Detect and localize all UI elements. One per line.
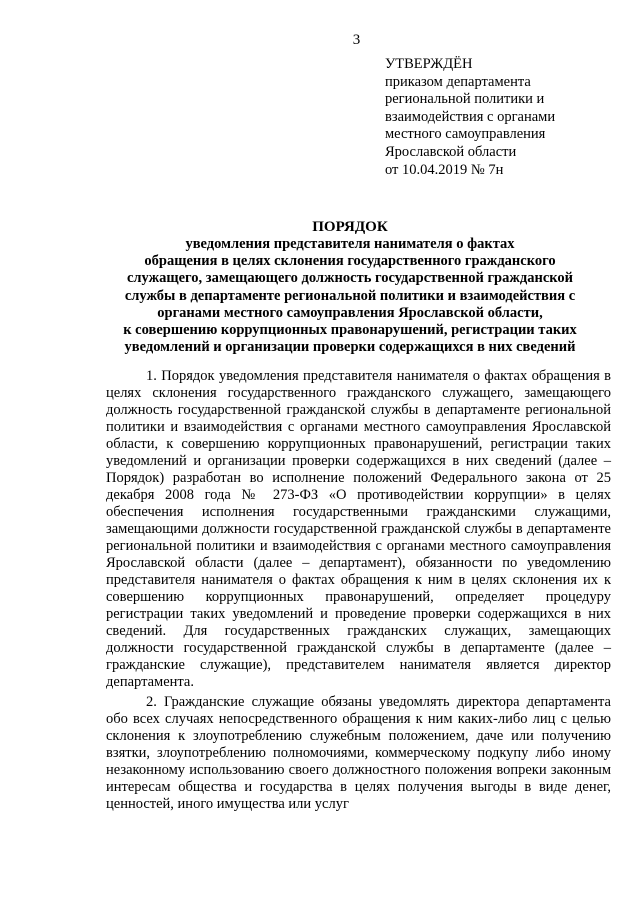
paragraph-2: 2. Гражданские служащие обязаны уведомлять директора департамента обо всех случаях непосредственного обращения к ним каких-либо лиц с целью склонения к злоупотреблению служебным положением, даче или получению взятки, злоупотреблению полномочиями, коммерческому подкупу либо иному незаконному использованию своего должностного положения вопреки законным интересам общества и государства в целях получения выгоды в виде денег, ценностей, иного имущества или услуг <box>106 694 611 812</box>
subtitle-line: обращения в целях склонения государственного гражданского <box>144 253 556 270</box>
subtitle-line: служащего, замещающего должность государственной гражданской <box>126 270 574 287</box>
document-title-block <box>90 218 610 356</box>
approval-stamp <box>385 56 625 179</box>
subtitle-line: уведомления представителя нанимателя о фактах <box>185 236 515 252</box>
paragraph-1: 1. Порядок уведомления представителя нанимателя о фактах обращения в целях склонения государственного гражданского служащего, замещающего должность государственной гражданской службы в департаменте региональной политики и взаимодействия с органами местного самоуправления Ярославской области, к совершению коррупционных правонарушений, регистрации таких уведомлений и организации проверки содержащихся в них сведений (далее – Порядок) разработан во исполнение положений Федерального закона от 25 декабря 2008 года № 273-ФЗ «О противодействии коррупции» в целях обеспечения исполнения государственными гражданскими служащими, замещающими должности государственной гражданской службы в департаменте региональной политики и взаимодействия с органами местного самоуправления Ярославской области (далее – департамент), обязанности по уведомлению представителя нанимателя о фактах обращения к ним в целях склонения их к совершению коррупционных правонарушений, определяет процедуру регистрации таких уведомлений и проведение проверки содержащихся в них сведений. Для государственных гражданских служащих, замещающих должности государственной гражданской службы в департаменте (далее – гражданские служащие), представителем нанимателя является директор департамента. <box>106 368 611 690</box>
approval-line: Ярославской области <box>385 143 517 160</box>
subtitle-line: к совершению коррупционных правонарушений, регистрации таких <box>123 322 577 339</box>
document-title: ПОРЯДОК <box>312 219 388 235</box>
approval-date-line: от 10.04.2019 № 7н <box>385 161 504 178</box>
page-number: 3 <box>352 32 361 48</box>
subtitle-line: службы в департаменте региональной политики и взаимодействия с <box>124 287 576 304</box>
subtitle-line: органами местного самоуправления Ярославской области, <box>157 304 543 321</box>
approval-line: приказом департамента <box>385 73 531 90</box>
document-body <box>106 368 611 813</box>
approval-line: местного самоуправления <box>385 126 546 143</box>
subtitle-line: уведомлений и организации проверки содержащихся в них сведений <box>124 339 576 356</box>
approval-heading: УТВЕРЖДЁН <box>385 56 473 72</box>
approval-line: взаимодействия с органами <box>385 108 556 125</box>
approval-line: региональной политики и <box>385 91 545 108</box>
document-subtitle <box>90 236 610 356</box>
